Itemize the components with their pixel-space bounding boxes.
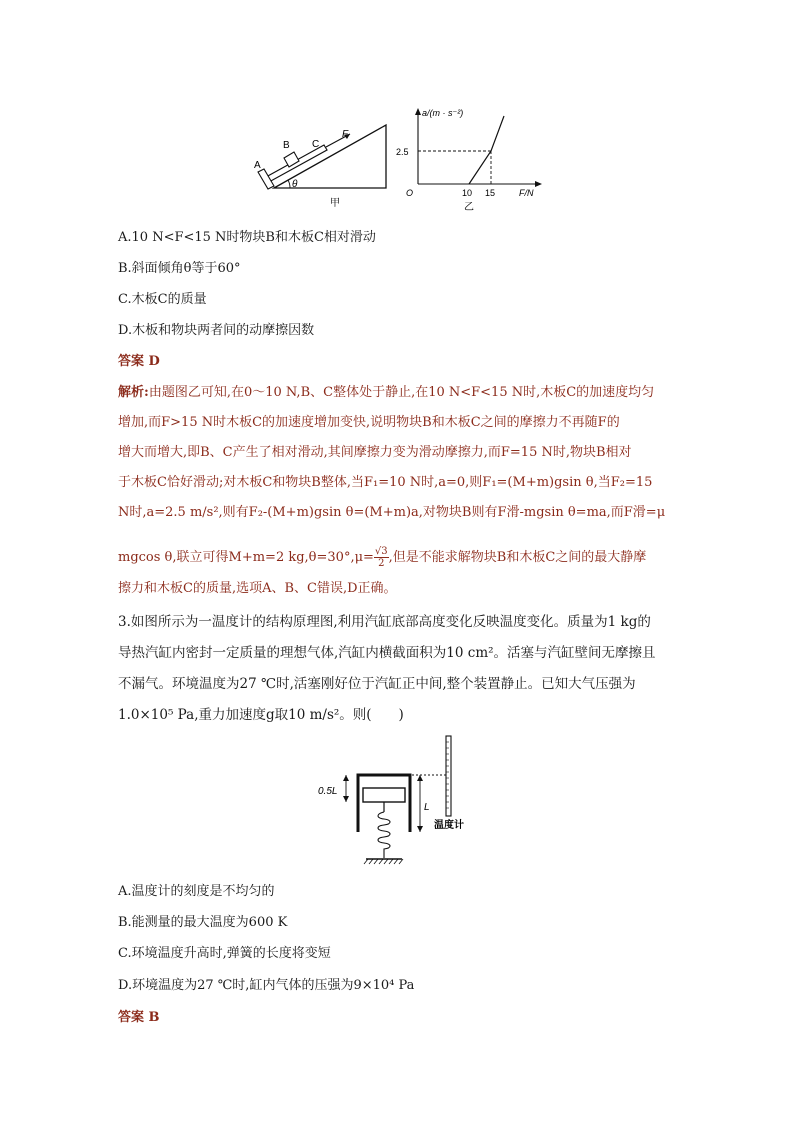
analysis-label: 解析: [118, 385, 149, 400]
analysis-line-7: 擦力和木板C的质量,选项A、B、C错误,D正确。 [118, 581, 397, 596]
q3-option-d: D.环境温度为27 ℃时,缸内气体的压强为9×10⁴ Pa [118, 978, 415, 993]
label-theta: θ [292, 179, 298, 190]
q2-answer: 答案 D [118, 354, 160, 369]
label-thermometer: 温度计 [434, 820, 464, 831]
y-axis-label: a/(m · s⁻²) [422, 108, 464, 118]
label-a: A [254, 160, 261, 171]
piston [363, 788, 405, 802]
analysis-line-5: N时,a=2.5 m/s²,则有F₂-(M+m)gsin θ=(M+m)a,对物块B则有F滑-mgsin θ=ma,而F滑=μ [118, 505, 666, 520]
label-c: C [312, 139, 320, 150]
q3-line-2: 导热汽缸内密封一定质量的理想气体,汽缸内横截面积为10 cm²。活塞与汽缸壁间无摩擦且 [118, 645, 656, 661]
spring [378, 812, 390, 858]
q2-option-c: C.木板C的质量 [118, 292, 207, 307]
label-b: B [283, 140, 290, 151]
analysis-line-2: 增加,而F>15 N时木板C的加速度增加变快,说明物块B和木板C之间的摩擦力不再随F的 [118, 415, 620, 430]
label-f: F [342, 129, 349, 140]
x-axis-label: F/N [519, 188, 534, 198]
q3-line-4: 1.0×10⁵ Pa,重力加速度g取10 m/s²。则( ) [118, 707, 404, 723]
graph-line [469, 116, 504, 184]
angle-arc [288, 180, 290, 188]
analysis-line-3: 增大而增大,即B、C产生了相对滑动,其间摩擦力变为滑动摩擦力,而F=15 N时,物块B相对 [118, 445, 632, 460]
q3-answer: 答案 B [118, 1010, 160, 1025]
figure-graph [392, 100, 552, 216]
figure-thermometer [316, 732, 486, 872]
x-tick-10: 10 [462, 188, 473, 198]
caption-yi: 乙 [464, 202, 474, 213]
origin-label: O [406, 188, 414, 198]
x-tick-15: 15 [485, 188, 496, 198]
q2-option-b: B.斜面倾角θ等于60° [118, 261, 241, 276]
figure-incline [250, 118, 400, 212]
label-l: L [424, 802, 430, 813]
label-half-l: 0.5L [318, 786, 338, 797]
q3-option-b: B.能测量的最大温度为600 K [118, 915, 288, 930]
analysis-line-4: 于木板C恰好滑动;对木板C和物块B整体,当F₁=10 N时,a=0,则F₁=(M+m)gsin θ,当F₂=15 [118, 475, 653, 490]
q2-option-a: A.10 N<F<15 N时物块B和木板C相对滑动 [118, 230, 376, 245]
q3-line-3: 不漏气。环境温度为27 ℃时,活塞刚好位于汽缸正中间,整个装置静止。已知大气压强为 [118, 676, 636, 692]
analysis-line-1: 解析:由题图乙可知,在0～10 N,B、C整体处于静止,在10 N<F<15 N时,木板C的加速度均匀 [118, 385, 655, 400]
y-tick-label: 2.5 [396, 147, 409, 157]
q2-option-d: D.木板和物块两者间的动摩擦因数 [118, 323, 315, 338]
analysis-line-6: mgcos θ,联立可得M+m=2 kg,θ=30°,μ= $\frac{√3}{2}$ ,但是不能求解物块B和木板C之间的最大静摩 [118, 546, 647, 569]
q3-option-c: C.环境温度升高时,弹簧的长度将变短 [118, 946, 331, 961]
q3-line-1: 3.如图所示为一温度计的结构原理图,利用汽缸底部高度变化反映温度变化。质量为1 kg的 [118, 614, 651, 630]
fraction-sqrt3-over-2: $\frac{√3}{2}$ [374, 546, 388, 569]
q3-option-a: A.温度计的刻度是不均匀的 [118, 884, 275, 899]
caption-jia: 甲 [330, 198, 340, 209]
